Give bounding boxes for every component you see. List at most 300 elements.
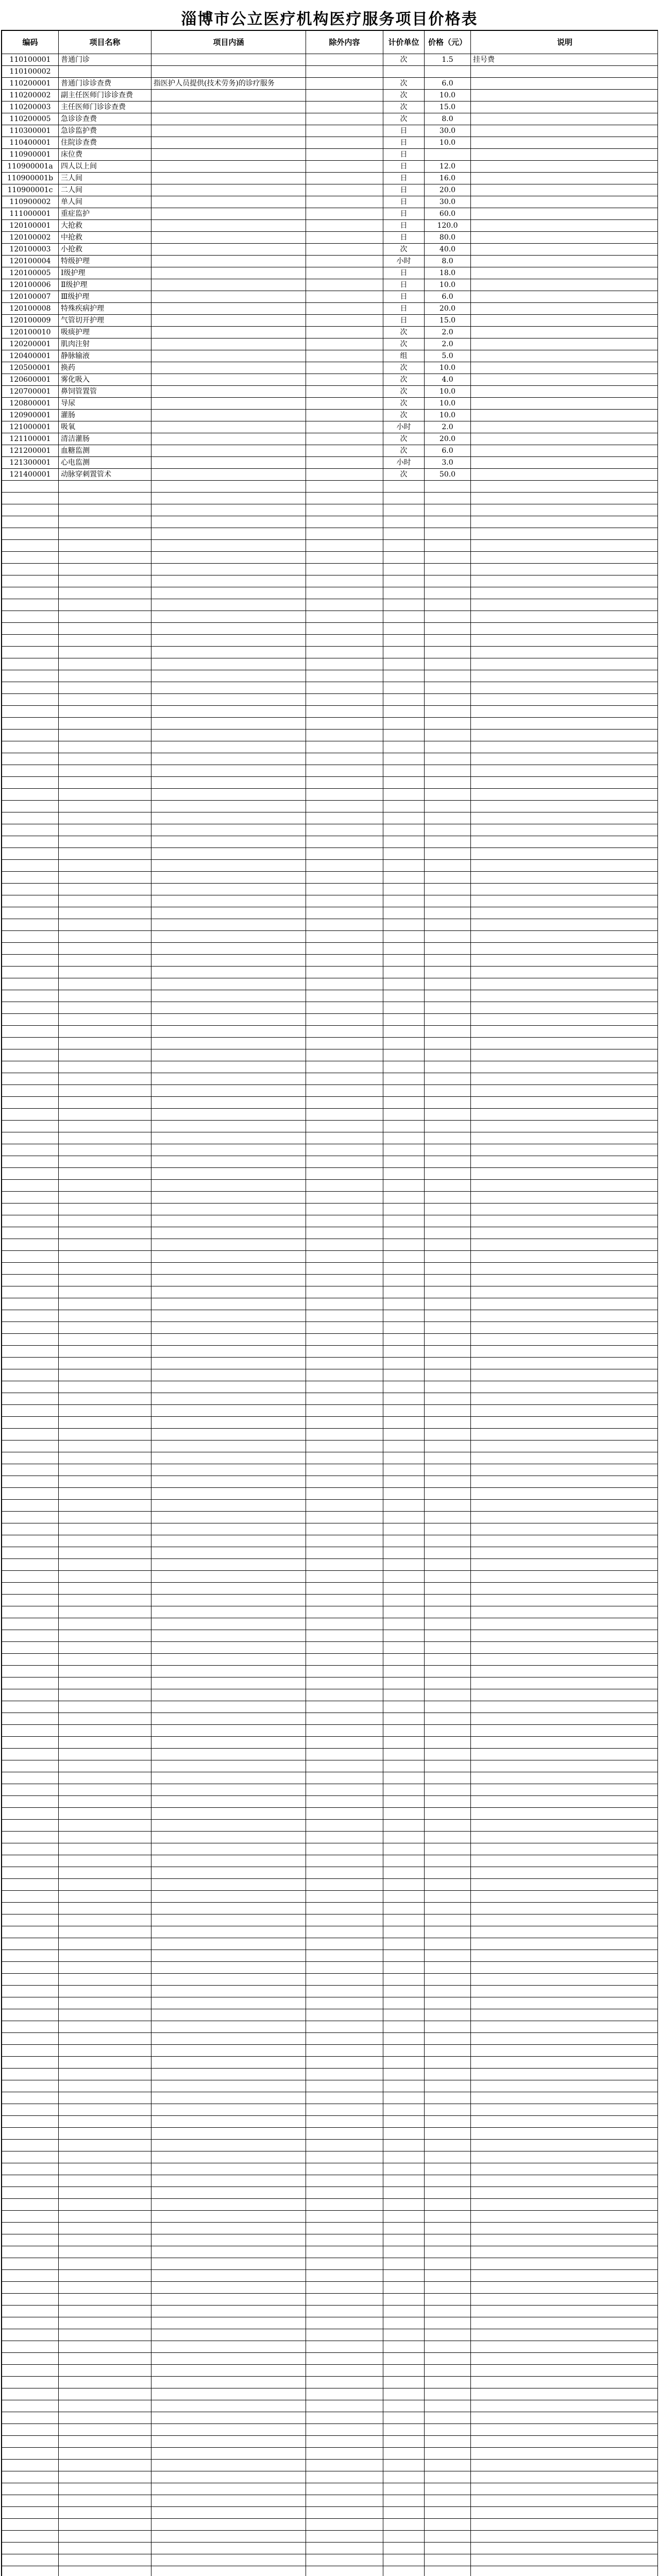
table-row-empty	[2, 789, 658, 801]
table-cell-empty	[471, 1808, 658, 1820]
table-row-empty	[2, 824, 658, 836]
table-cell-empty	[2, 2543, 59, 2554]
table-cell-empty	[306, 564, 383, 575]
cell-item-content	[151, 410, 306, 421]
cell-excluded	[306, 327, 383, 338]
table-cell-empty	[59, 1156, 151, 1168]
table-cell-empty	[425, 1192, 471, 1204]
table-cell-empty	[306, 1962, 383, 1974]
table-cell-empty	[2, 1168, 59, 1180]
table-cell-empty	[151, 1334, 306, 1346]
table-cell-empty	[425, 1251, 471, 1263]
table-cell-empty	[59, 1654, 151, 1666]
table-cell-empty	[306, 2317, 383, 2329]
cell-code: 121100001	[2, 433, 59, 445]
table-cell-empty	[471, 504, 658, 516]
cell-item-content	[151, 362, 306, 374]
table-cell-empty	[471, 884, 658, 895]
table-cell-empty	[471, 1168, 658, 1180]
table-cell-empty	[383, 1014, 425, 1026]
table-cell-empty	[306, 1938, 383, 1950]
table-row-empty	[2, 2412, 658, 2424]
cell-price: 2.0	[425, 327, 471, 338]
table-cell-empty	[306, 2294, 383, 2306]
table-cell-empty	[425, 1405, 471, 1417]
cell-unit: 次	[383, 338, 425, 350]
table-cell-empty	[306, 907, 383, 919]
table-cell-empty	[383, 1986, 425, 1997]
table-cell-empty	[59, 2507, 151, 2519]
table-cell-empty	[306, 552, 383, 564]
table-cell-empty	[151, 2258, 306, 2270]
table-cell-empty	[151, 1974, 306, 1986]
table-row-empty	[2, 2495, 658, 2507]
table-row-empty	[2, 1334, 658, 1346]
table-cell-empty	[151, 1286, 306, 1298]
table-cell-empty	[383, 1192, 425, 1204]
cell-notes	[471, 362, 658, 374]
table-row-empty	[2, 2045, 658, 2057]
table-cell-empty	[59, 1298, 151, 1310]
table-cell-empty	[59, 611, 151, 623]
table-cell-empty	[425, 741, 471, 753]
table-cell-empty	[425, 1002, 471, 1014]
table-cell-empty	[306, 528, 383, 540]
table-cell-empty	[383, 1666, 425, 1677]
table-row-empty	[2, 2519, 658, 2531]
table-cell-empty	[2, 2033, 59, 2045]
table-cell-empty	[306, 753, 383, 765]
table-cell-empty	[2, 2116, 59, 2128]
table-cell-empty	[471, 1760, 658, 1772]
table-cell-empty	[471, 2436, 658, 2448]
table-cell-empty	[306, 1393, 383, 1405]
cell-notes	[471, 137, 658, 149]
cell-item-name: 大抢救	[59, 220, 151, 232]
table-cell-empty	[2, 1926, 59, 1938]
cell-excluded	[306, 398, 383, 410]
table-cell-empty	[2, 611, 59, 623]
table-cell-empty	[471, 2116, 658, 2128]
table-cell-empty	[151, 2057, 306, 2069]
cell-code: 120100006	[2, 279, 59, 291]
table-row-empty	[2, 2151, 658, 2163]
table-cell-empty	[425, 2175, 471, 2187]
table-cell-empty	[151, 1879, 306, 1891]
table-cell-empty	[151, 2270, 306, 2282]
table-cell-empty	[383, 635, 425, 647]
table-cell-empty	[383, 516, 425, 528]
table-row	[2, 374, 658, 386]
table-row-empty	[2, 694, 658, 706]
table-cell-empty	[471, 1666, 658, 1677]
table-row-empty	[2, 2140, 658, 2151]
table-cell-empty	[425, 1369, 471, 1381]
table-cell-empty	[425, 1606, 471, 1618]
table-cell-empty	[471, 1192, 658, 1204]
table-cell-empty	[59, 1464, 151, 1476]
table-cell-empty	[59, 848, 151, 860]
table-cell-empty	[59, 2460, 151, 2471]
table-cell-empty	[383, 1049, 425, 1061]
table-cell-empty	[425, 2045, 471, 2057]
cell-item-name: 动脉穿刺置管术	[59, 469, 151, 481]
table-cell-empty	[471, 1393, 658, 1405]
table-cell-empty	[425, 2519, 471, 2531]
table-cell-empty	[2, 1061, 59, 1073]
table-cell-empty	[383, 2033, 425, 2045]
table-row-empty	[2, 1784, 658, 1796]
table-cell-empty	[425, 2033, 471, 2045]
table-row-empty	[2, 2294, 658, 2306]
cell-item-content	[151, 338, 306, 350]
table-cell-empty	[383, 836, 425, 848]
table-cell-empty	[151, 2377, 306, 2388]
table-cell-empty	[59, 2365, 151, 2377]
table-row-empty	[2, 1002, 658, 1014]
table-cell-empty	[425, 1843, 471, 1855]
table-cell-empty	[2, 2507, 59, 2519]
table-cell-empty	[471, 1215, 658, 1227]
cell-excluded	[306, 149, 383, 161]
table-row-empty	[2, 1618, 658, 1630]
table-cell-empty	[2, 1417, 59, 1429]
table-cell-empty	[151, 2151, 306, 2163]
table-row-empty	[2, 1867, 658, 1879]
table-cell-empty	[306, 2187, 383, 2199]
cell-item-name: 换药	[59, 362, 151, 374]
table-cell-empty	[383, 2104, 425, 2116]
table-row-empty	[2, 493, 658, 504]
table-cell-empty	[383, 1417, 425, 1429]
table-cell-empty	[425, 1417, 471, 1429]
table-cell-empty	[59, 2009, 151, 2021]
table-cell-empty	[425, 2128, 471, 2140]
table-cell-empty	[425, 1132, 471, 1144]
table-cell-empty	[59, 1334, 151, 1346]
cell-price: 8.0	[425, 256, 471, 267]
table-cell-empty	[306, 670, 383, 682]
table-row-empty	[2, 2507, 658, 2519]
cell-unit: 日	[383, 291, 425, 303]
table-cell-empty	[306, 1725, 383, 1737]
cell-excluded	[306, 101, 383, 113]
table-cell-empty	[425, 1358, 471, 1369]
table-cell-empty	[151, 2329, 306, 2341]
table-cell-empty	[306, 481, 383, 493]
table-cell-empty	[425, 1879, 471, 1891]
table-cell-empty	[2, 978, 59, 990]
cell-item-name: 灌肠	[59, 410, 151, 421]
table-row	[2, 101, 658, 113]
table-row-empty	[2, 836, 658, 848]
table-cell-empty	[306, 1405, 383, 1417]
table-cell-empty	[383, 990, 425, 1002]
table-cell-empty	[306, 1832, 383, 1843]
table-cell-empty	[425, 801, 471, 812]
table-cell-empty	[425, 2057, 471, 2069]
table-cell-empty	[425, 647, 471, 658]
table-cell-empty	[471, 836, 658, 848]
table-cell-empty	[306, 2270, 383, 2282]
table-cell-empty	[2, 2187, 59, 2199]
table-row-empty	[2, 682, 658, 694]
cell-code: 120100009	[2, 315, 59, 327]
table-cell-empty	[425, 2104, 471, 2116]
table-cell-empty	[151, 1772, 306, 1784]
table-cell-empty	[2, 824, 59, 836]
table-cell-empty	[471, 730, 658, 741]
table-row	[2, 78, 658, 90]
table-cell-empty	[383, 1713, 425, 1725]
table-cell-empty	[383, 2341, 425, 2353]
table-cell-empty	[2, 1879, 59, 1891]
table-cell-empty	[471, 1049, 658, 1061]
table-cell-empty	[383, 2092, 425, 2104]
table-cell-empty	[2, 516, 59, 528]
table-row	[2, 196, 658, 208]
table-cell-empty	[2, 1713, 59, 1725]
table-cell-empty	[2, 1630, 59, 1642]
table-cell-empty	[471, 718, 658, 730]
table-cell-empty	[151, 955, 306, 967]
cell-item-content	[151, 374, 306, 386]
table-cell-empty	[383, 2080, 425, 2092]
table-cell-empty	[59, 1571, 151, 1583]
table-cell-empty	[471, 2045, 658, 2057]
table-cell-empty	[151, 848, 306, 860]
table-cell-empty	[151, 1346, 306, 1358]
table-cell-empty	[306, 1559, 383, 1571]
table-cell-empty	[59, 694, 151, 706]
table-cell-empty	[425, 1263, 471, 1275]
table-row-empty	[2, 2460, 658, 2471]
table-cell-empty	[151, 682, 306, 694]
table-cell-empty	[151, 2495, 306, 2507]
cell-code: 120100005	[2, 267, 59, 279]
table-cell-empty	[59, 1038, 151, 1049]
table-cell-empty	[425, 670, 471, 682]
table-cell-empty	[151, 1239, 306, 1251]
table-cell-empty	[383, 1204, 425, 1215]
table-cell-empty	[306, 2234, 383, 2246]
table-cell-empty	[151, 1061, 306, 1073]
table-cell-empty	[425, 528, 471, 540]
table-row-empty	[2, 872, 658, 884]
table-cell-empty	[383, 1512, 425, 1523]
table-cell-empty	[2, 1334, 59, 1346]
table-cell-empty	[471, 1061, 658, 1073]
table-cell-empty	[306, 2329, 383, 2341]
table-cell-empty	[306, 1523, 383, 1535]
table-cell-empty	[59, 1227, 151, 1239]
table-cell-empty	[151, 777, 306, 789]
table-cell-empty	[59, 587, 151, 599]
table-cell-empty	[2, 1867, 59, 1879]
table-row	[2, 267, 658, 279]
table-cell-empty	[425, 1867, 471, 1879]
table-cell-empty	[471, 1630, 658, 1642]
table-cell-empty	[2, 2128, 59, 2140]
table-cell-empty	[306, 919, 383, 931]
table-cell-empty	[383, 1547, 425, 1559]
table-cell-empty	[306, 2199, 383, 2211]
table-row-empty	[2, 812, 658, 824]
table-cell-empty	[471, 2246, 658, 2258]
table-cell-empty	[383, 1606, 425, 1618]
table-cell-empty	[306, 1914, 383, 1926]
table-cell-empty	[59, 1381, 151, 1393]
cell-item-content	[151, 267, 306, 279]
table-cell-empty	[425, 1061, 471, 1073]
table-cell-empty	[425, 2507, 471, 2519]
table-row-empty	[2, 1701, 658, 1713]
cell-price: 1.5	[425, 54, 471, 66]
table-cell-empty	[425, 2341, 471, 2353]
table-cell-empty	[425, 2531, 471, 2543]
table-cell-empty	[425, 2211, 471, 2223]
table-cell-empty	[471, 943, 658, 955]
table-row-empty	[2, 741, 658, 753]
table-cell-empty	[425, 2140, 471, 2151]
table-cell-empty	[383, 528, 425, 540]
table-row-empty	[2, 2543, 658, 2554]
table-cell-empty	[2, 1571, 59, 1583]
table-cell-empty	[425, 2234, 471, 2246]
table-cell-empty	[2, 943, 59, 955]
table-cell-empty	[2, 552, 59, 564]
table-row-empty	[2, 1749, 658, 1760]
table-row-empty	[2, 1204, 658, 1215]
table-cell-empty	[383, 2317, 425, 2329]
table-cell-empty	[425, 1452, 471, 1464]
table-cell-empty	[383, 1026, 425, 1038]
table-cell-empty	[471, 1701, 658, 1713]
table-row-empty	[2, 1429, 658, 1440]
table-cell-empty	[59, 2234, 151, 2246]
table-cell-empty	[306, 2471, 383, 2483]
table-cell-empty	[306, 1109, 383, 1121]
table-cell-empty	[383, 2187, 425, 2199]
table-cell-empty	[306, 2116, 383, 2128]
table-cell-empty	[151, 2033, 306, 2045]
table-cell-empty	[2, 1002, 59, 1014]
table-row-empty	[2, 1523, 658, 1535]
table-cell-empty	[425, 1085, 471, 1097]
table-cell-empty	[151, 2294, 306, 2306]
table-cell-empty	[59, 2140, 151, 2151]
table-cell-empty	[425, 552, 471, 564]
cell-excluded	[306, 303, 383, 315]
table-cell-empty	[2, 2495, 59, 2507]
table-row-empty	[2, 1891, 658, 1903]
table-row-empty	[2, 1997, 658, 2009]
table-cell-empty	[383, 1867, 425, 1879]
cell-price: 10.0	[425, 386, 471, 398]
table-cell-empty	[151, 481, 306, 493]
cell-code: 121000001	[2, 421, 59, 433]
table-cell-empty	[151, 1417, 306, 1429]
cell-excluded	[306, 421, 383, 433]
table-row-empty	[2, 2329, 658, 2341]
cell-unit: 日	[383, 232, 425, 244]
cell-excluded	[306, 66, 383, 78]
cell-item-content	[151, 256, 306, 267]
table-cell-empty	[383, 670, 425, 682]
cell-notes	[471, 90, 658, 101]
table-row-empty	[2, 801, 658, 812]
table-row-empty	[2, 1903, 658, 1914]
table-cell-empty	[59, 978, 151, 990]
table-cell-empty	[425, 836, 471, 848]
table-cell-empty	[306, 1358, 383, 1369]
cell-notes	[471, 66, 658, 78]
cell-item-content	[151, 433, 306, 445]
cell-unit: 次	[383, 410, 425, 421]
table-cell-empty	[151, 1109, 306, 1121]
table-cell-empty	[471, 801, 658, 812]
table-row-empty	[2, 516, 658, 528]
cell-notes	[471, 232, 658, 244]
table-cell-empty	[2, 919, 59, 931]
table-cell-empty	[306, 1867, 383, 1879]
table-cell-empty	[59, 1286, 151, 1298]
table-cell-empty	[151, 1926, 306, 1938]
table-cell-empty	[425, 2021, 471, 2033]
table-cell-empty	[306, 860, 383, 872]
table-cell-empty	[471, 1832, 658, 1843]
cell-item-name: 急诊诊查费	[59, 113, 151, 125]
table-cell-empty	[151, 2282, 306, 2294]
table-cell-empty	[425, 2353, 471, 2365]
table-cell-empty	[425, 1891, 471, 1903]
table-cell-empty	[471, 824, 658, 836]
table-cell-empty	[2, 2317, 59, 2329]
table-cell-empty	[471, 1784, 658, 1796]
table-cell-empty	[306, 1097, 383, 1109]
table-cell-empty	[471, 978, 658, 990]
table-cell-empty	[306, 2211, 383, 2223]
table-cell-empty	[425, 1559, 471, 1571]
cell-item-name: 血糖监测	[59, 445, 151, 457]
table-cell-empty	[2, 1358, 59, 1369]
table-row	[2, 113, 658, 125]
table-row-empty	[2, 2104, 658, 2116]
table-cell-empty	[2, 884, 59, 895]
table-cell-empty	[59, 1535, 151, 1547]
table-row	[2, 315, 658, 327]
table-cell-empty	[59, 1251, 151, 1263]
table-cell-empty	[383, 1168, 425, 1180]
table-cell-empty	[383, 1914, 425, 1926]
table-cell-empty	[2, 1642, 59, 1654]
table-cell-empty	[471, 2377, 658, 2388]
table-cell-empty	[2, 1891, 59, 1903]
table-cell-empty	[425, 1950, 471, 1962]
table-cell-empty	[59, 2151, 151, 2163]
table-row-empty	[2, 2163, 658, 2175]
table-cell-empty	[151, 2116, 306, 2128]
table-cell-empty	[2, 2223, 59, 2234]
table-cell-empty	[383, 2471, 425, 2483]
table-cell-empty	[471, 1820, 658, 1832]
table-cell-empty	[151, 2080, 306, 2092]
table-cell-empty	[471, 2495, 658, 2507]
table-row-empty	[2, 1962, 658, 1974]
table-cell-empty	[383, 1121, 425, 1132]
table-cell-empty	[425, 2223, 471, 2234]
table-cell-empty	[306, 2424, 383, 2436]
